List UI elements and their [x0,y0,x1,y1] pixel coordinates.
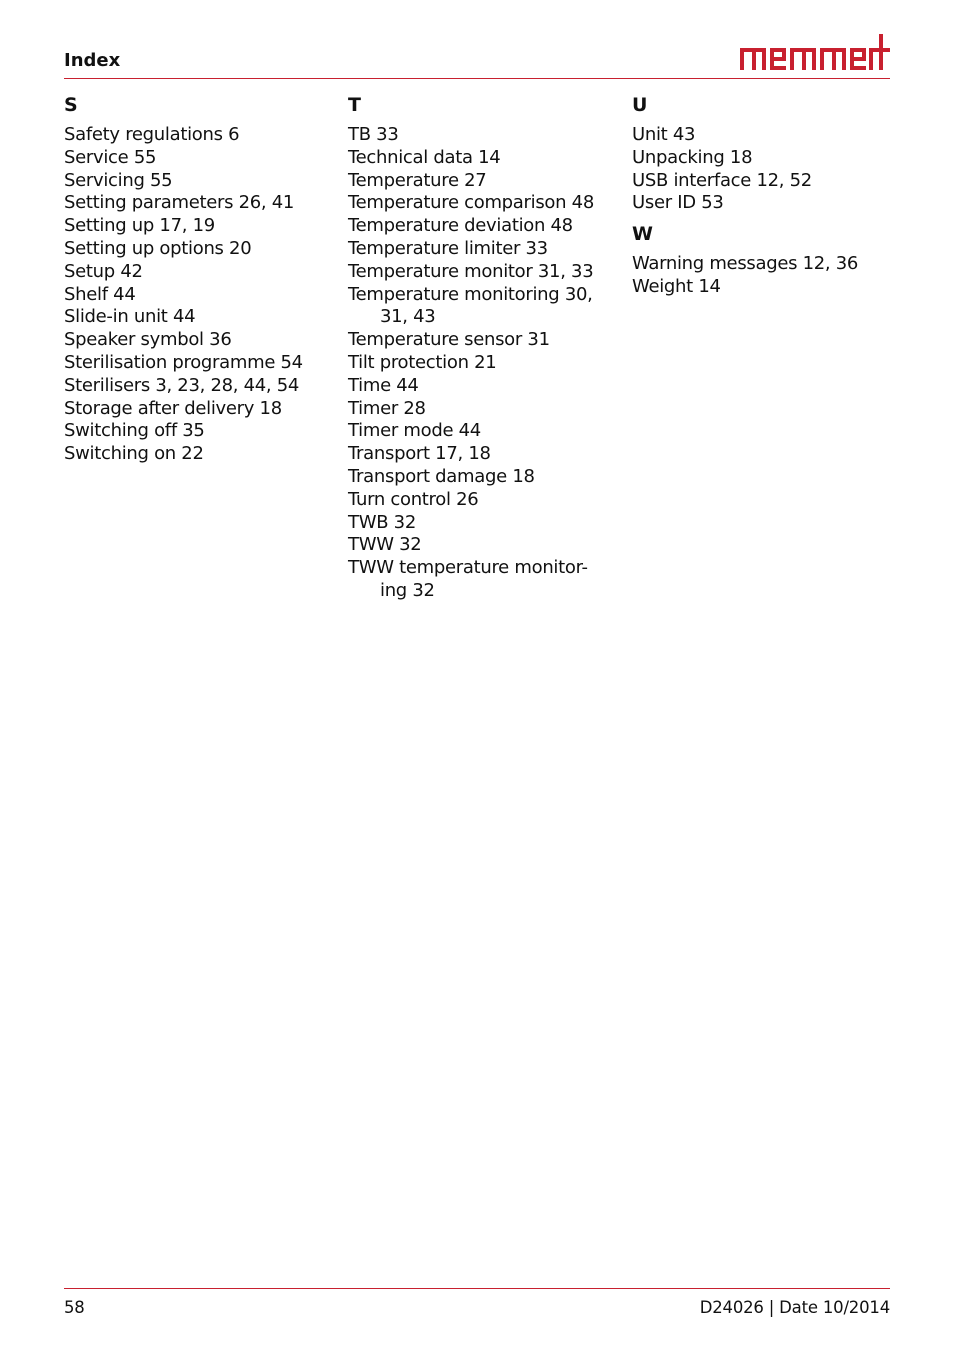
index-entry [632,147,902,170]
entry-text: Storage after delivery 18 [64,397,282,419]
entry-text: Weight 14 [632,275,721,297]
index-entry [64,124,334,147]
index-column-1 [64,94,334,466]
index-entry [348,284,618,330]
index-entry [348,352,618,375]
entry-text: Slide-in unit 44 [64,306,196,328]
footer-divider [64,1288,890,1289]
index-entry [348,443,618,466]
index-entry-list [632,253,902,299]
entry-text: Temperature limiter 33 [348,237,548,259]
entry-text: Timer 28 [348,397,426,419]
section-letter-u: U [632,94,648,116]
entry-text: USB interface 12, 52 [632,169,812,191]
index-entry [64,329,334,352]
entry-text: Setting up options 20 [64,237,252,259]
entry-text: Setting up 17, 19 [64,215,215,237]
entry-text: Sterilisers 3, 23, 28, 44, 54 [64,374,300,396]
index-entry [348,238,618,261]
index-entry [64,238,334,261]
entry-text: Temperature sensor 31 [348,329,550,351]
index-column-2 [348,94,618,603]
index-entry [348,557,618,603]
index-entry-list [348,124,618,603]
entry-text: Timer mode 44 [348,420,481,442]
index-entry [64,306,334,329]
entry-text: Turn control 26 [348,488,479,510]
index-entry [348,215,618,238]
index-entry [348,375,618,398]
entry-text: Setting parameters 26, 41 [64,192,295,214]
entry-text: Service 55 [64,146,157,168]
index-entry [632,192,902,215]
index-entry [348,489,618,512]
entry-text: Warning messages 12, 36 [632,253,859,275]
entry-text: Safety regulations 6 [64,124,240,145]
entry-text: Temperature 27 [348,169,487,191]
index-entry [64,352,334,375]
entry-text: Servicing 55 [64,169,173,191]
index-entry [64,170,334,193]
entry-text: Unpacking 18 [632,146,753,168]
entry-text: Unit 43 [632,124,696,145]
index-entry-list [64,124,334,466]
index-entry [348,329,618,352]
index-entry [64,192,334,215]
entry-continuation: ing 32 [380,579,435,601]
index-entry [348,147,618,170]
entry-text: Temperature comparison 48 [348,192,594,214]
entry-text: Transport damage 18 [348,465,535,487]
index-entry [348,261,618,284]
index-entry [64,375,334,398]
entry-text: User ID 53 [632,192,724,214]
index-entry [632,253,902,276]
entry-text: Tilt protection 21 [348,351,497,373]
section-letter-t: T [348,94,361,116]
index-entry [64,398,334,421]
entry-text: Temperature deviation 48 [348,215,573,237]
index-entry [348,512,618,535]
document-info: D24026 | Date 10/2014 [699,1298,890,1317]
index-entry [348,466,618,489]
section-letter-s: S [64,94,78,116]
index-entry-list [632,124,902,215]
entry-text: Switching on 22 [64,443,204,465]
entry-text: Temperature monitor 31, 33 [348,260,594,282]
index-entry [348,124,618,147]
entry-text: TWW temperature monitor- [348,557,588,579]
header-divider [64,78,890,79]
page-number: 58 [64,1298,85,1317]
index-entry [64,443,334,466]
entry-text: Temperature monitoring 30, [348,283,593,305]
entry-text: TWW 32 [348,534,422,556]
index-entry [64,420,334,443]
entry-text: TB 33 [348,124,399,145]
index-entry [64,147,334,170]
index-entry [632,276,902,299]
index-column-3 [632,94,902,299]
page-header-title: Index [64,50,121,71]
entry-text: Technical data 14 [348,146,501,168]
index-entry [632,124,902,147]
entry-text: Speaker symbol 36 [64,329,232,351]
entry-text: Switching off 35 [64,420,205,442]
entry-text: TWB 32 [348,511,416,533]
index-entry [348,420,618,443]
entry-text: Sterilisation programme 54 [64,351,303,373]
index-entry [348,170,618,193]
index-entry [64,261,334,284]
index-entry [64,215,334,238]
index-entry [348,398,618,421]
entry-text: Transport 17, 18 [348,443,491,465]
entry-continuation: 31, 43 [380,306,436,328]
index-entry [348,192,618,215]
index-entry [632,170,902,193]
entry-text: Setup 42 [64,260,143,282]
index-entry [348,534,618,557]
memmert-logo [738,32,890,72]
entry-text: Shelf 44 [64,283,136,305]
section-letter-w: W [632,223,653,246]
index-entry [64,284,334,307]
entry-text: Time 44 [348,374,419,396]
